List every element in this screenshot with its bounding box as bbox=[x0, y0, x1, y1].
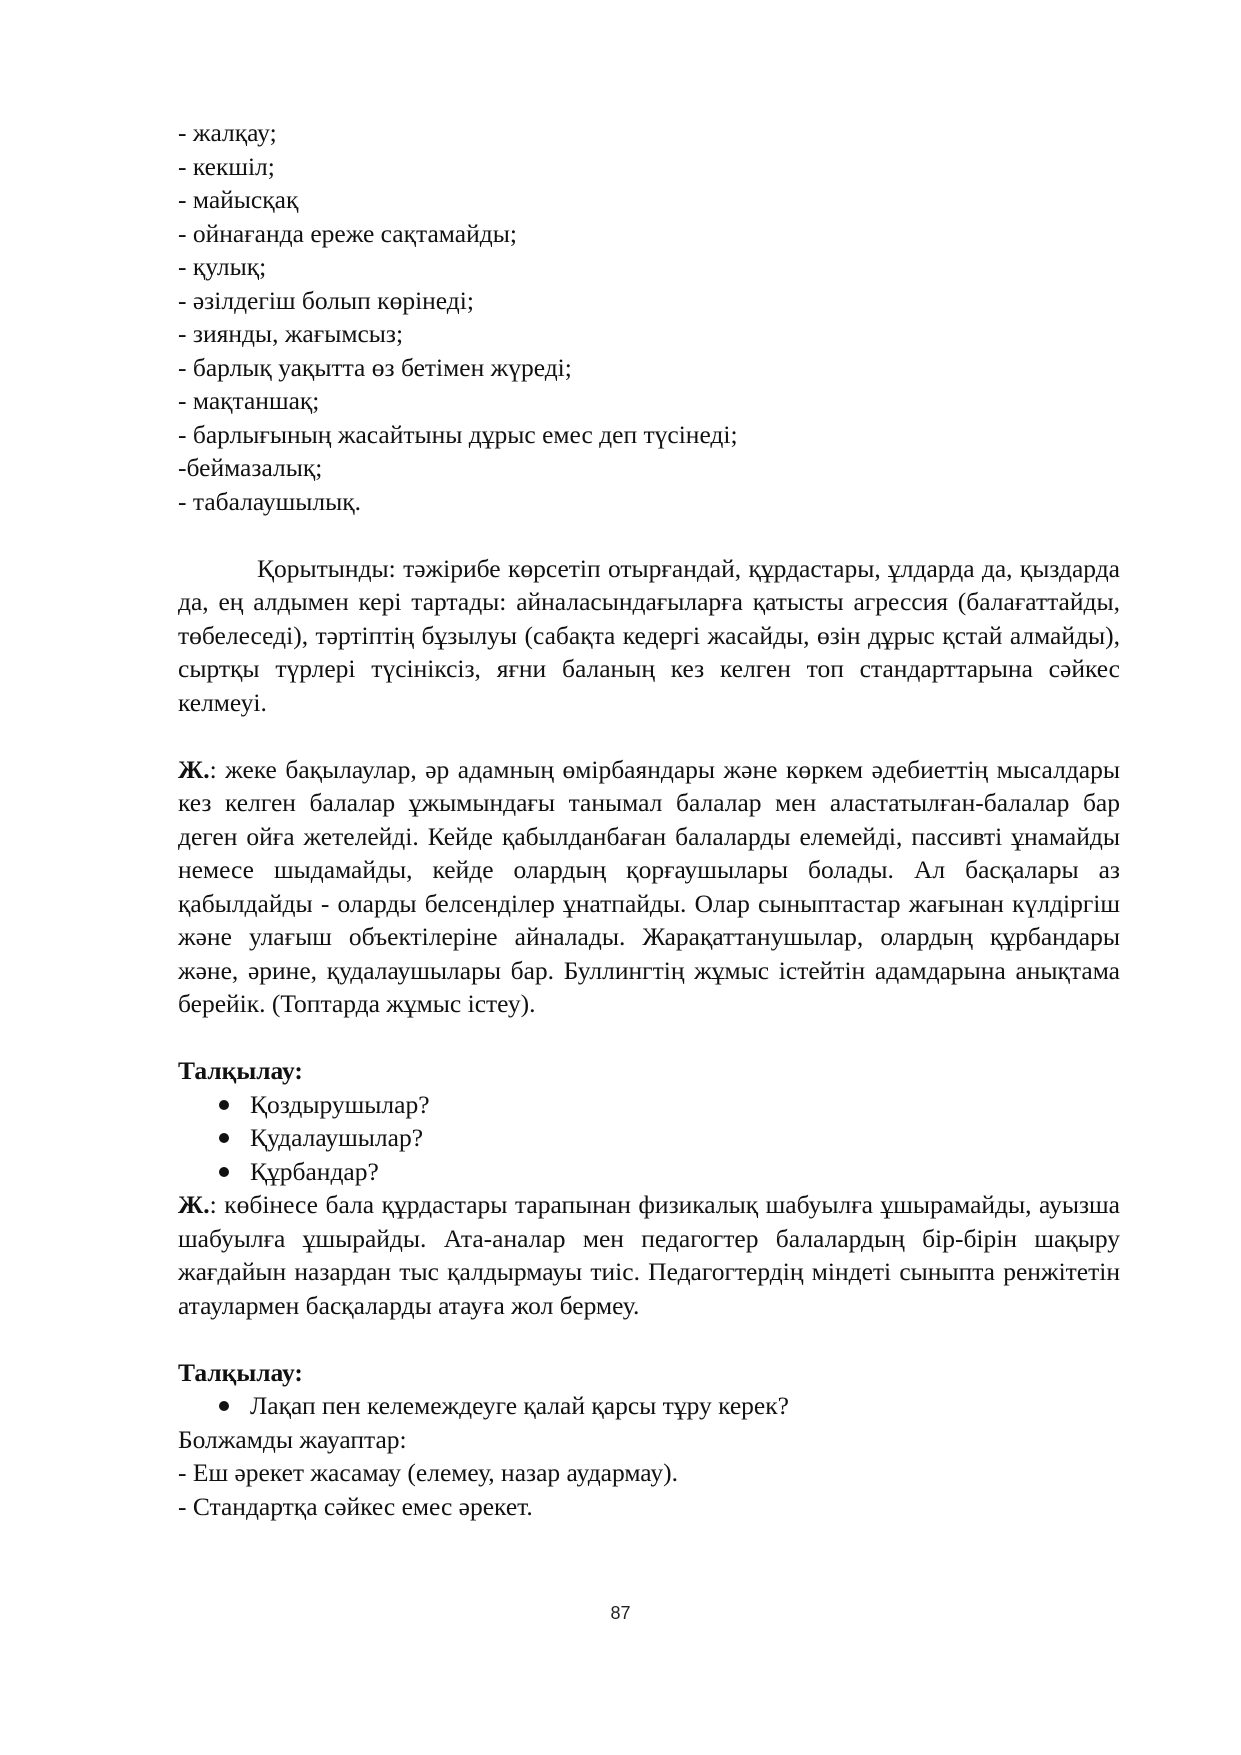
page-number: 87 bbox=[610, 1603, 631, 1623]
discussion-bullets bbox=[178, 1389, 1120, 1423]
paragraph-text: : жеке бақылаулар, әр адамның өмірбаяндары және көркем әдебиеттің мысалдары кез келген балалар ұжымындағы танымал балалар мен аластатылған-балалар бар деген ойға жетелейді. Кейде қабылданбаған балаларды елемейді, пассивті ұнамайды немесе шыдамайды, кейде олардың қорғаушылары болады. Ал басқалары аз қабылдайды - оларды белсенділер ұнатпайды. Олар сыныптастар жағынан күлдіргіш және улағыш объектілеріне айналады. Жарақаттанушылар, олардың құрбандары және, әрине, қудалаушылары бар. Буллингтің жұмыс істейтін адамдарына анықтама берейік. (Топтарда жұмыс істеу). bbox=[178, 754, 1120, 1018]
list-item: - әзілдегіш болып көрінеді; bbox=[178, 285, 474, 315]
bullet-text: Қоздырушылар? bbox=[250, 1089, 430, 1119]
bullet-text: Лақап пен келемеждеуге қалай қарсы тұру керек? bbox=[250, 1391, 789, 1420]
list-item: - ойнағанда ереже сақтамайды; bbox=[178, 218, 517, 248]
bullet-item bbox=[178, 1088, 1120, 1122]
bullet-item bbox=[178, 1389, 1120, 1423]
list-item: - зиянды, жағымсыз; bbox=[178, 319, 404, 348]
bullet-icon bbox=[219, 1133, 229, 1143]
list-item: - барлық уақытта өз бетімен жүреді; bbox=[178, 352, 572, 382]
traits-list bbox=[178, 116, 1120, 518]
list-item: - жалқау; bbox=[178, 118, 277, 147]
answer-item: - Еш әрекет жасамау (елемеу, назар аудармау). bbox=[178, 1458, 678, 1487]
list-item: - қулық; bbox=[178, 252, 267, 281]
bullet-icon bbox=[219, 1167, 229, 1177]
bullet-text: Құрбандар? bbox=[250, 1156, 379, 1186]
paragraph-2 bbox=[178, 1188, 1120, 1322]
bullet-icon bbox=[219, 1100, 229, 1110]
answer-item: - Стандартқа сәйкес емес әрекет. bbox=[178, 1491, 533, 1521]
discussion-bullets bbox=[178, 1088, 1120, 1189]
paragraph-label: Ж. bbox=[178, 754, 210, 784]
paragraph-1 bbox=[178, 753, 1120, 1021]
list-item: - кекшіл; bbox=[178, 151, 275, 181]
list-item: - табалаушылық. bbox=[178, 486, 362, 516]
paragraph-text: : көбінесе бала құрдастары тарапынан физикалық шабуылға ұшырамайды, ауызша шабуылға ұшырайды. Ата-аналар мен педагогтер балалардың бір-бірін шақыру жағдайын назардан тыс қалдырмауы тиіс. Педагогтердің міндеті сыныпта ренжітетін атаулармен басқаларды атауға жол бермеу. bbox=[178, 1190, 1120, 1320]
paragraph-label: Ж. bbox=[178, 1190, 210, 1219]
list-item: - барлығының жасайтыны дұрыс емес деп түсінеді; bbox=[178, 419, 738, 449]
conclusion-paragraph: Қорытынды: тәжірибе көрсетіп отырғандай, құрдастары, ұлдарда да, қыздарда да, ең алдымен кері тартады: айналасындағыларға қатысты агрессия (балағаттайды, төбелеседі), тәртіптің бұзылуы (сабақта кедергі жасайды, өзін дұрыс қстай алмайды), сыртқы түрлері түсініксіз, яғни баланың кез келген топ стандарттарына сәйкес келмеуі. bbox=[178, 553, 1120, 717]
bullet-item bbox=[178, 1121, 1120, 1155]
list-item: - майысқақ bbox=[178, 185, 299, 214]
answers-label: Болжамды жауаптар: bbox=[178, 1424, 407, 1454]
list-item: -беймазалық; bbox=[178, 453, 323, 482]
bullet-icon bbox=[219, 1401, 229, 1411]
discussion-heading: Талқылау: bbox=[178, 1056, 303, 1085]
bullet-text: Қудалаушылар? bbox=[250, 1123, 424, 1152]
bullet-item bbox=[178, 1155, 1120, 1189]
discussion-heading: Талқылау: bbox=[178, 1357, 303, 1387]
list-item: - мақтаншақ; bbox=[178, 386, 320, 415]
page-content bbox=[178, 116, 1120, 1523]
